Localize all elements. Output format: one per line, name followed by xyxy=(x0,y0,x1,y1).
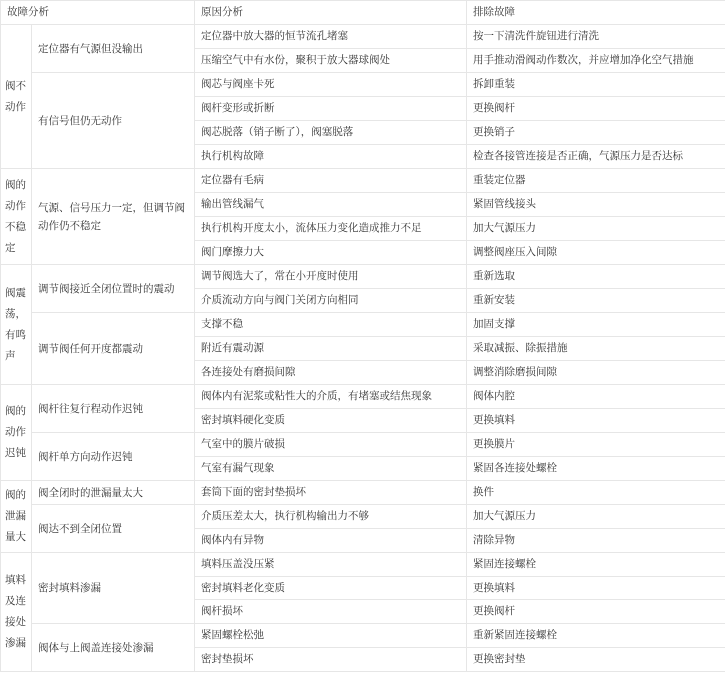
fix-cell: 用手推动滑阀动作数次，并应增加净化空气措施 xyxy=(467,49,725,73)
cause-cell: 阀门摩擦力大 xyxy=(195,241,467,265)
fault-category: 阀的泄漏量大 xyxy=(1,481,32,553)
fix-cell: 重新选取 xyxy=(467,265,725,289)
cause-cell: 密封垫损坏 xyxy=(195,648,467,672)
fix-cell: 紧固管线接头 xyxy=(467,193,725,217)
cause-cell: 阀杆变形或折断 xyxy=(195,97,467,121)
fault-symptom: 调节阀接近全闭位置时的震动 xyxy=(32,265,195,313)
cause-cell: 附近有震动源 xyxy=(195,337,467,361)
fix-cell: 换件 xyxy=(467,481,725,505)
table-row xyxy=(1,25,725,49)
fix-cell: 更换填料 xyxy=(467,409,725,433)
cause-cell: 介质流动方向与阀门关闭方向相同 xyxy=(195,289,467,313)
cause-cell: 密封填料老化变质 xyxy=(195,577,467,600)
cause-cell: 阀杆损坏 xyxy=(195,600,467,624)
fault-category: 阀的动作不稳定 xyxy=(1,169,32,265)
table-row xyxy=(1,481,725,505)
cause-cell: 气室中的膜片破损 xyxy=(195,433,467,457)
table-row xyxy=(1,73,725,97)
cause-cell: 输出管线漏气 xyxy=(195,193,467,217)
cause-cell: 支撑不稳 xyxy=(195,313,467,337)
fix-cell: 紧固连接螺栓 xyxy=(467,553,725,577)
fault-symptom: 阀体与上阀盖连接处渗漏 xyxy=(32,624,195,672)
cause-cell: 阀芯与阀座卡死 xyxy=(195,73,467,97)
table-row xyxy=(1,553,725,577)
fix-cell: 紧固各连接处螺栓 xyxy=(467,457,725,481)
cause-cell: 调节阀选大了，常在小开度时使用 xyxy=(195,265,467,289)
fix-cell: 加大气源压力 xyxy=(467,505,725,529)
fault-symptom: 阀全闭时的泄漏量太大 xyxy=(32,481,195,505)
fault-symptom: 调节阀任何开度都震动 xyxy=(32,313,195,385)
fix-cell: 重新紧固连接螺栓 xyxy=(467,624,725,648)
cause-cell: 紧固螺栓松弛 xyxy=(195,624,467,648)
fault-symptom: 阀杆单方向动作迟钝 xyxy=(32,433,195,481)
table-row xyxy=(1,624,725,648)
cause-cell: 压缩空气中有水份，聚积于放大器球阀处 xyxy=(195,49,467,73)
fix-cell: 更换阀杆 xyxy=(467,97,725,121)
fix-cell: 更换膜片 xyxy=(467,433,725,457)
fault-category: 阀不动作 xyxy=(1,25,32,169)
fault-category: 阀震荡，有鸣声 xyxy=(1,265,32,385)
fault-symptom: 气源、信号压力一定，但调节阀动作仍不稳定 xyxy=(32,169,195,265)
fault-symptom: 密封填料渗漏 xyxy=(32,553,195,624)
cause-cell: 密封填料硬化变质 xyxy=(195,409,467,433)
cause-cell: 阀体内有异物 xyxy=(195,529,467,553)
table-row xyxy=(1,169,725,193)
fault-symptom: 定位器有气源但没输出 xyxy=(32,25,195,73)
fault-symptom: 阀杆往复行程动作迟钝 xyxy=(32,385,195,433)
table-row xyxy=(1,313,725,337)
cause-cell: 套筒下面的密封垫损坏 xyxy=(195,481,467,505)
header-cause-analysis: 原因分析 xyxy=(195,1,467,25)
fault-category: 阀的动作迟钝 xyxy=(1,385,32,481)
fault-category: 填料及连接处渗漏 xyxy=(1,553,32,672)
cause-cell: 阀芯脱落（销子断了），阀塞脱落 xyxy=(195,121,467,145)
fix-cell: 采取减振、除振措施 xyxy=(467,337,725,361)
cause-cell: 定位器中放大器的恒节流孔堵塞 xyxy=(195,25,467,49)
fix-cell: 更换填料 xyxy=(467,577,725,600)
cause-cell: 执行机构开度太小，流体压力变化造成推力不足 xyxy=(195,217,467,241)
cause-cell: 介质压差太大，执行机构输出力不够 xyxy=(195,505,467,529)
table-row xyxy=(1,505,725,529)
cause-cell: 阀体内有泥浆或粘性大的介质，有堵塞或结焦现象 xyxy=(195,385,467,409)
fix-cell: 重装定位器 xyxy=(467,169,725,193)
cause-cell: 气室有漏气现象 xyxy=(195,457,467,481)
fix-cell: 更换阀杆 xyxy=(467,600,725,624)
table-row xyxy=(1,433,725,457)
fix-cell: 更换销子 xyxy=(467,121,725,145)
header-troubleshooting: 排除故障 xyxy=(467,1,725,25)
fix-cell: 调整消除磨损间隙 xyxy=(467,361,725,385)
cause-cell: 执行机构故障 xyxy=(195,145,467,169)
fault-symptom: 有信号但仍无动作 xyxy=(32,73,195,169)
table-row xyxy=(1,265,725,289)
fix-cell: 加大气源压力 xyxy=(467,217,725,241)
fix-cell: 调整阀座压入间隙 xyxy=(467,241,725,265)
header-row xyxy=(1,1,725,25)
table-row xyxy=(1,385,725,409)
cause-cell: 填料压盖没压紧 xyxy=(195,553,467,577)
fix-cell: 按一下清洗件旋钮进行清洗 xyxy=(467,25,725,49)
fix-cell: 阀体内腔 xyxy=(467,385,725,409)
fix-cell: 检查各接管连接是否正确，气源压力是否达标 xyxy=(467,145,725,169)
table-body xyxy=(1,25,725,672)
fix-cell: 加固支撑 xyxy=(467,313,725,337)
fix-cell: 重新安装 xyxy=(467,289,725,313)
cause-cell: 定位器有毛病 xyxy=(195,169,467,193)
fix-cell: 拆卸重装 xyxy=(467,73,725,97)
fix-cell: 清除异物 xyxy=(467,529,725,553)
cause-cell: 各连接处有磨损间隙 xyxy=(195,361,467,385)
fault-symptom: 阀达不到全闭位置 xyxy=(32,505,195,553)
fix-cell: 更换密封垫 xyxy=(467,648,725,672)
header-fault-analysis: 故障分析 xyxy=(1,1,195,25)
